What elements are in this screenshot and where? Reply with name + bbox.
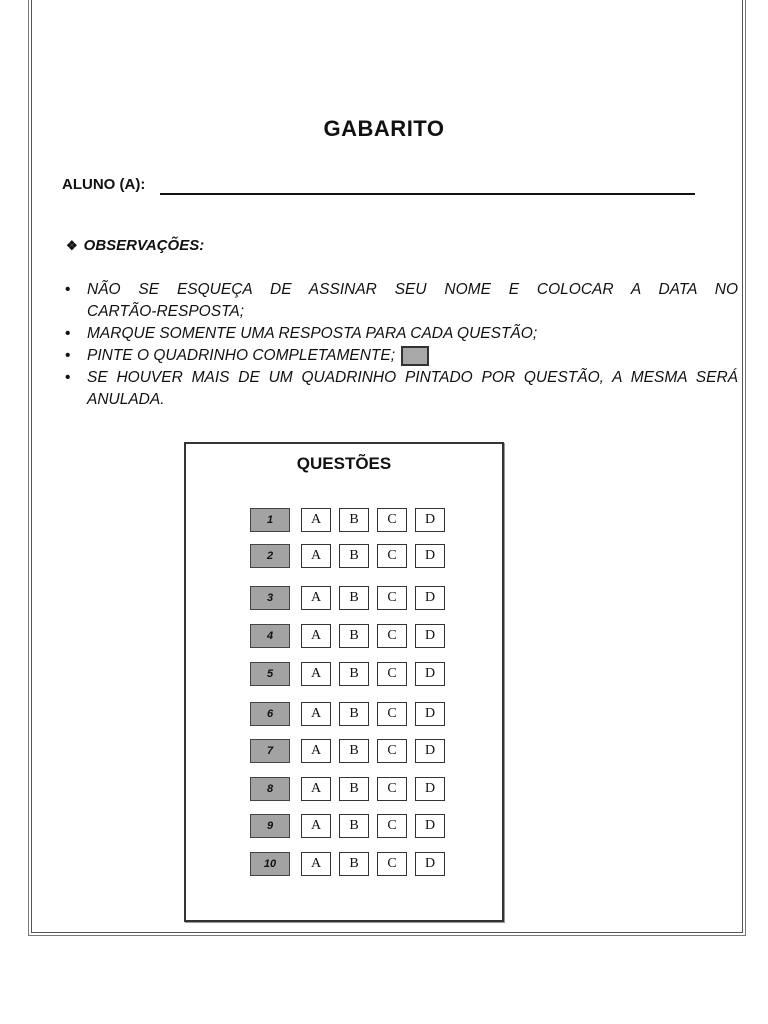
answer-option-box[interactable]: D xyxy=(415,586,445,610)
question-row xyxy=(250,852,453,876)
answer-option-box[interactable]: B xyxy=(339,739,369,763)
diamond-bullet-icon: ❖ xyxy=(66,238,78,253)
answer-option-box[interactable]: D xyxy=(415,662,445,686)
question-row xyxy=(250,508,453,532)
question-row xyxy=(250,544,453,568)
answer-option-box[interactable]: A xyxy=(301,777,331,801)
observation-item xyxy=(62,345,738,367)
page-title: GABARITO xyxy=(323,116,445,141)
question-number: 8 xyxy=(250,777,290,801)
observation-item xyxy=(62,367,738,411)
answer-card-title: QUESTÕES xyxy=(296,454,392,473)
answer-option-box[interactable]: B xyxy=(339,702,369,726)
answer-option-box[interactable]: B xyxy=(339,624,369,648)
bullet-icon: • xyxy=(65,281,71,298)
question-row xyxy=(250,739,453,763)
answer-option-box[interactable]: C xyxy=(377,508,407,532)
observation-text: NÃO SE ESQUEÇA DE ASSINAR SEU NOME E COLOCAR A DATA NO xyxy=(87,281,738,298)
question-row xyxy=(250,814,453,838)
observation-text: PINTE O QUADRINHO COMPLETAMENTE; xyxy=(87,347,396,364)
question-row xyxy=(250,702,453,726)
observations-heading-text: OBSERVAÇÕES: xyxy=(83,237,205,254)
answer-option-box[interactable]: A xyxy=(301,739,331,763)
answer-option-box[interactable]: C xyxy=(377,852,407,876)
question-number: 7 xyxy=(250,739,290,763)
answer-option-box[interactable]: B xyxy=(339,586,369,610)
bullet-icon: • xyxy=(65,369,71,386)
answer-option-box[interactable]: B xyxy=(339,814,369,838)
question-number: 9 xyxy=(250,814,290,838)
question-number: 2 xyxy=(250,544,290,568)
answer-option-box[interactable]: D xyxy=(415,544,445,568)
answer-option-box[interactable]: A xyxy=(301,814,331,838)
observation-item xyxy=(62,279,738,323)
answer-option-box[interactable]: D xyxy=(415,508,445,532)
answer-option-box[interactable]: B xyxy=(339,662,369,686)
question-number: 10 xyxy=(250,852,290,876)
question-number: 5 xyxy=(250,662,290,686)
question-number: 6 xyxy=(250,702,290,726)
observation-text: CARTÃO-RESPOSTA; xyxy=(87,303,245,320)
answer-option-box[interactable]: A xyxy=(301,702,331,726)
student-name-label: ALUNO (A): xyxy=(62,176,146,193)
answer-option-box[interactable]: C xyxy=(377,777,407,801)
answer-option-box[interactable]: B xyxy=(339,777,369,801)
observations-heading xyxy=(66,237,204,254)
answer-option-box[interactable]: A xyxy=(301,624,331,648)
question-number: 1 xyxy=(250,508,290,532)
answer-option-box[interactable]: A xyxy=(301,508,331,532)
student-name-line xyxy=(160,193,695,195)
answer-option-box[interactable]: A xyxy=(301,662,331,686)
answer-option-box[interactable]: A xyxy=(301,544,331,568)
answer-option-box[interactable]: C xyxy=(377,702,407,726)
question-row xyxy=(250,777,453,801)
answer-option-box[interactable]: D xyxy=(415,624,445,648)
answer-option-box[interactable]: B xyxy=(339,508,369,532)
question-row xyxy=(250,662,453,686)
answer-option-box[interactable]: C xyxy=(377,544,407,568)
answer-option-box[interactable]: D xyxy=(415,739,445,763)
answer-option-box[interactable]: B xyxy=(339,544,369,568)
answer-option-box[interactable]: A xyxy=(301,586,331,610)
answer-option-box[interactable]: C xyxy=(377,624,407,648)
answer-option-box[interactable]: D xyxy=(415,777,445,801)
question-number: 4 xyxy=(250,624,290,648)
bullet-icon: • xyxy=(65,325,71,342)
answer-option-box[interactable]: B xyxy=(339,852,369,876)
sample-filled-box xyxy=(401,346,429,366)
question-row xyxy=(250,624,453,648)
answer-option-box[interactable]: D xyxy=(415,702,445,726)
question-number: 3 xyxy=(250,586,290,610)
observation-text: SE HOUVER MAIS DE UM QUADRINHO PINTADO POR QUESTÃO, A MESMA SERÁ ANULADA. xyxy=(87,369,738,408)
answer-option-box[interactable]: D xyxy=(415,852,445,876)
question-row xyxy=(250,586,453,610)
answer-option-box[interactable]: C xyxy=(377,662,407,686)
answer-option-box[interactable]: A xyxy=(301,852,331,876)
bullet-icon: • xyxy=(65,347,71,364)
observation-item xyxy=(62,323,738,345)
answer-card xyxy=(184,442,504,922)
answer-option-box[interactable]: C xyxy=(377,814,407,838)
observations-list xyxy=(62,279,738,411)
answer-option-box[interactable]: C xyxy=(377,739,407,763)
answer-option-box[interactable]: D xyxy=(415,814,445,838)
answer-option-box[interactable]: C xyxy=(377,586,407,610)
observation-text: MARQUE SOMENTE UMA RESPOSTA PARA CADA QUESTÃO; xyxy=(87,325,538,342)
